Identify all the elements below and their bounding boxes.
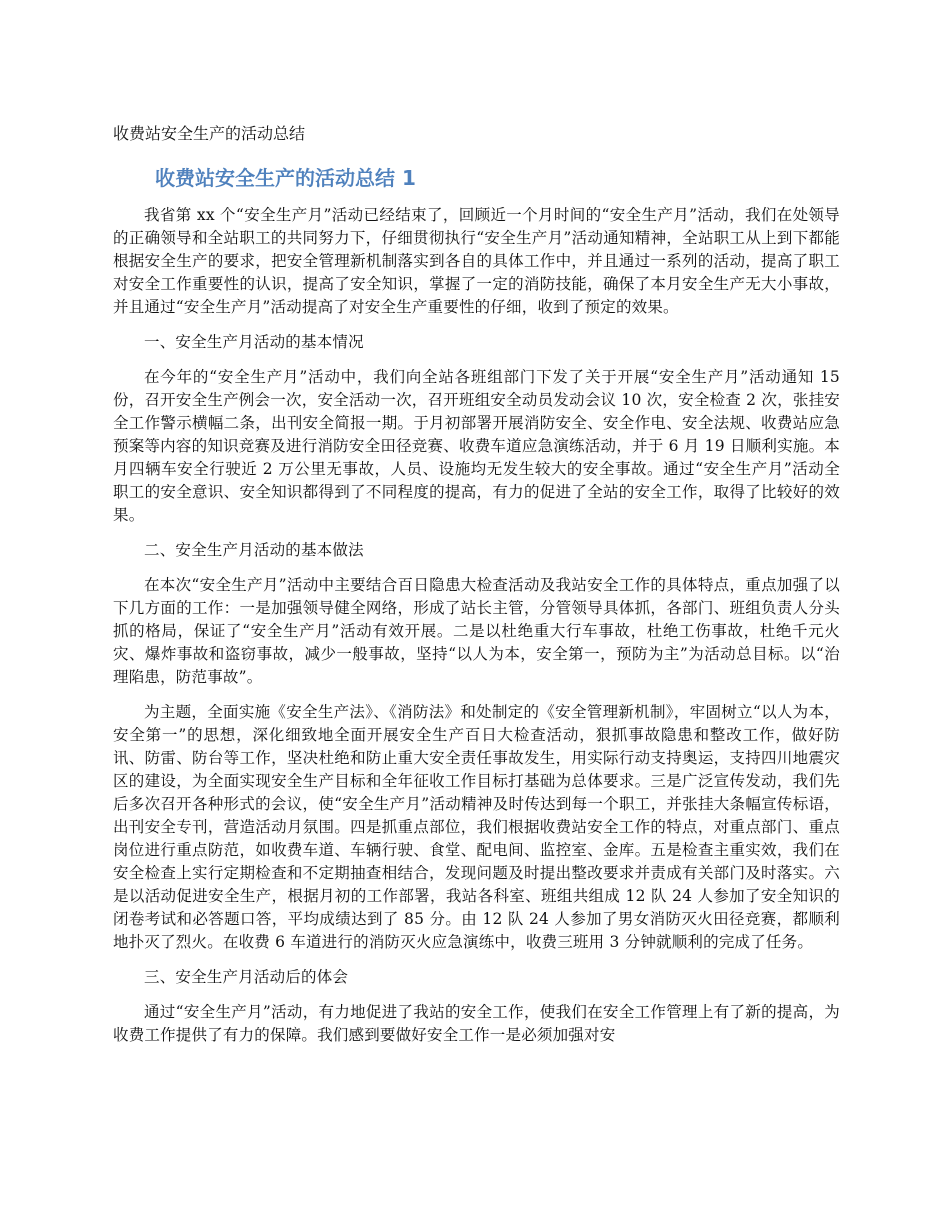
paragraph-basic-situation: 在今年的“安全生产月”活动中，我们向全站各班组部门下发了关于开展“安全生产月”活动通知 15 份，召开安全生产例会一次，安全活动一次，召开班组安全动员发动会议 10 次，安全检查 2 次，张挂安全工作警示横幅二条，出刊安全简报一期。于月初部署开展消防安全、安全作电、安全法规、收费站应急预案等内容的知识竞赛及进行消防安全田径竞赛、收费车道应急演练活动，并于 6 月 19 日顺利实施。本月四辆车安全行驶近 2 万公里无事故，人员、设施均无发生较大的安全事故。通过“安全生产月”活动全职工的安全意识、安全知识都得到了不同程度的提高，有力的促进了全站的安全工作，取得了比较好的效果。 xyxy=(113,368,840,524)
section-heading: 收费站安全生产的活动总结 1 xyxy=(155,166,416,190)
paragraph-experience: 通过“安全生产月”活动，有力地促进了我站的安全工作，使我们在安全工作管理上有了新的提高，为收费工作提供了有力的保障。我们感到要做好安全工作一是必须加强对安 xyxy=(113,1003,840,1044)
subheading-basic-situation: 一、安全生产月活动的基本情况 xyxy=(144,333,364,351)
paragraph-basic-practice: 在本次“安全生产月”活动中主要结合百日隐患大检查活动及我站安全工作的具体特点，重点加强了以下几方面的工作：一是加强领导健全网络，形成了站长主管，分管领导具体抓，各部门、班组负责人分头抓的格局，保证了“安全生产月”活动有效开展。二是以杜绝重大行车事故，杜绝工伤事故，杜绝千元火灾、爆炸事故和盗窃事故，减少一般事故，坚持“以人为本，安全第一，预防为主”为活动总目标。以“治理陷患，防范事故”。 xyxy=(113,576,840,686)
paragraph-theme: 为主题，全面实施《安全生产法》、《消防法》和处制定的《安全管理新机制》，牢固树立“以人为本，安全第一”的思想，深化细致地全面开展安全生产百日大检查活动，狠抓事故隐患和整改工作，做好防讯、防雷、防台等工作，坚决杜绝和防止重大安全责任事故发生，用实际行动支持奥运，支持四川地震灾区的建设，为全面实现安全生产目标和全年征收工作目标打基础为总体要求。三是广泛宣传发动，我们先后多次召开各种形式的会议，使“安全生产月”活动精神及时传达到每一个职工，并张挂大条幅宣传标语，出刊安全专刊，营造活动月氛围。四是抓重点部位，我们根据收费站安全工作的特点，对重点部门、重点岗位进行重点防范，如收费车道、车辆行驶、食堂、配电间、监控室、金库。五是检查主重实效，我们在安全检查上实行定期检查和不定期抽查相结合，发现问题及时提出整改要求并责成有关部门及时落实。六是以活动促进安全生产，根据月初的工作部署，我站各科室、班组共组成 12 队 24 人参加了安全知识的闭卷考试和必答题口答，平均成绩达到了 85 分。由 12 队 24 人参加了男女消防灭火田径竞赛，都顺利地扑灭了烈火。在收费 6 车道进行的消防灭火应急演练中，收费三班用 3 分钟就顺利的完成了任务。 xyxy=(113,703,840,951)
subheading-experience: 三、安全生产月活动后的体会 xyxy=(144,968,349,986)
paragraph-intro: 我省第 xx 个“安全生产月”活动已经结束了，回顾近一个月时间的“安全生产月”活动，我们在处领导的正确领导和全站职工的共同努力下，仔细贯彻执行“安全生产月”活动通知精神，全站职工从上到下都能根据安全生产的要求，把安全管理新机制落实到各自的具体工作中，并且通过一系列的活动，提高了职工对安全工作重要性的认识，提高了安全知识，掌握了一定的消防技能，确保了本月安全生产无大小事故，并且通过“安全生产月”活动提高了对安全生产重要性的仔细，收到了预定的效果。 xyxy=(113,206,840,316)
document-body xyxy=(113,204,840,1059)
subheading-basic-practice: 二、安全生产月活动的基本做法 xyxy=(144,541,364,559)
document-title: 收费站安全生产的活动总结 xyxy=(113,124,306,143)
